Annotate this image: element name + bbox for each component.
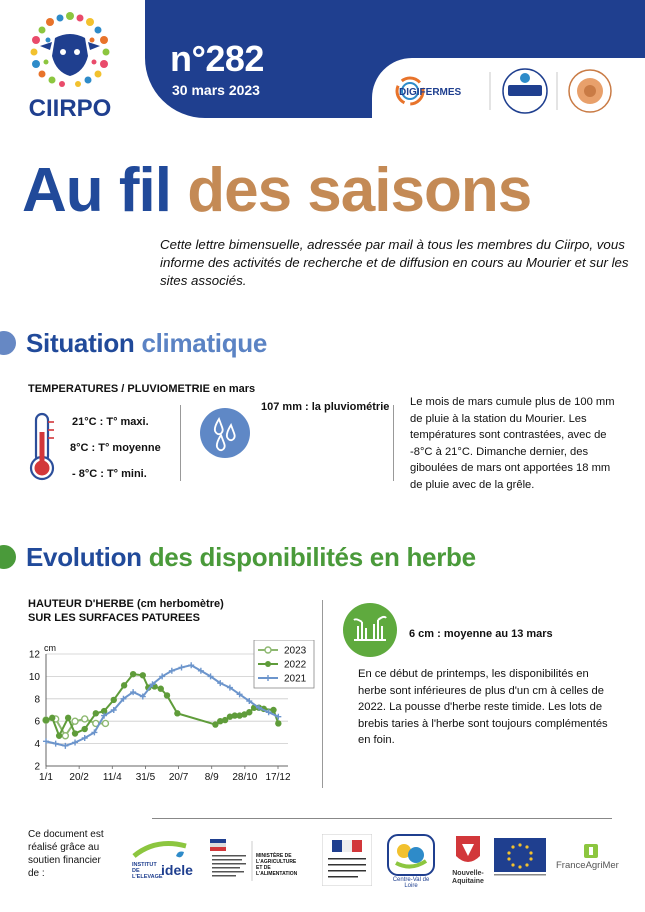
reseau-logo [569, 70, 611, 112]
idele-logo [128, 836, 194, 880]
data-point-2022 [158, 686, 164, 692]
climate-title-a: Situation [26, 328, 135, 358]
centre-label: Centre-Val de Loire [392, 877, 430, 889]
data-point-2023 [82, 716, 88, 722]
y-axis-label: cm [44, 643, 56, 653]
nouvelle-label: Nouvelle-Aquitaine [452, 870, 484, 885]
x-tick-label: 20/2 [69, 772, 89, 783]
data-point-2022 [164, 692, 170, 698]
partner-logos-band [372, 58, 645, 120]
legend-marker-2023 [265, 647, 271, 653]
y-tick-label: 12 [28, 649, 40, 661]
digifermes-label: DIGIFERMES [399, 87, 462, 98]
data-point-2023 [102, 720, 108, 726]
climate-title-b: climatique [141, 328, 268, 358]
data-point-2022 [121, 682, 127, 688]
footer-divider [152, 818, 612, 819]
data-point-2022 [174, 710, 180, 716]
y-tick-label: 6 [34, 716, 40, 728]
thermometer-icon [25, 410, 61, 487]
grass-growth-icon [342, 602, 398, 663]
data-point-2022 [72, 730, 78, 736]
x-tick-label: 1/1 [39, 772, 53, 783]
data-point-2022 [93, 710, 99, 716]
data-point-2022 [140, 672, 146, 678]
nouvelle-aquitaine-logo [444, 834, 492, 888]
data-point-2022 [56, 733, 62, 739]
grass-title-b: des disponibilités en herbe [148, 542, 476, 572]
centre-val-de-loire-logo [386, 833, 436, 887]
legend-label-2021: 2021 [284, 673, 307, 685]
data-point-2023 [62, 733, 68, 739]
chart-head-1: HAUTEUR D'HERBE (cm herbomètre) [28, 598, 224, 610]
y-tick-label: 8 [34, 694, 40, 706]
divider-2 [393, 405, 394, 481]
legend-marker-2022 [265, 661, 271, 667]
y-tick-label: 2 [34, 761, 40, 773]
x-tick-label: 11/4 [102, 772, 122, 783]
main-title [22, 156, 531, 226]
section-dot [0, 331, 16, 355]
data-point-2022 [246, 709, 252, 715]
y-tick-label: 4 [34, 739, 40, 751]
franceagrimer-logo [556, 842, 626, 882]
elite-sheep-logo [503, 69, 547, 113]
x-tick-label: 28/10 [232, 772, 258, 783]
x-tick-label: 20/7 [168, 772, 189, 783]
ministere-logo [208, 837, 304, 885]
legend-label-2022: 2022 [284, 659, 307, 671]
grass-text: En ce début de printemps, les disponibilités en herbe sont inférieures de plus d'un cm à celles de 2022. La pousse d'herbe reste timide. Les lots de brebis taries à l'herbe sont toujours complémentés en foin. [358, 668, 608, 746]
data-point-2022 [43, 717, 49, 723]
divider-1 [180, 405, 181, 481]
data-point-2021 [53, 741, 59, 747]
section-dot-2 [0, 545, 16, 569]
climate-section-title [26, 328, 267, 359]
legend-label-2023: 2023 [284, 645, 307, 657]
x-tick-label: 8/9 [204, 772, 219, 783]
chart-head-2: SUR LES SURFACES PATUREES [28, 612, 200, 624]
x-tick-label: 17/12 [265, 772, 291, 783]
franceagrimer-label: FranceAgriMer [556, 860, 619, 871]
x-tick-label: 31/5 [135, 772, 156, 783]
issue-number: n°282 [170, 38, 264, 79]
ministere-label: MINISTÈRE DE L'AGRICULTURE ET DE L'ALIMENTATION [256, 853, 298, 877]
support-text: Ce document est réalisé grâce au soutien financier de : [28, 829, 104, 879]
rain-drops-icon [199, 407, 251, 464]
grass-title-a: Evolution [26, 542, 142, 572]
data-point-2022 [82, 726, 88, 732]
digifermes-logo [397, 78, 462, 104]
data-point-2022 [275, 720, 281, 726]
data-point-2022 [65, 715, 71, 721]
issue-date: 30 mars 2023 [172, 82, 260, 98]
main-title-part1: Au fil [22, 156, 171, 225]
temp-mean: 8°C : T° moyenne [70, 442, 161, 454]
climate-text: Le mois de mars cumule plus de 100 mm de pluie à la station du Mourier. Les températures sont contrastées, avec de -8°C à 21°C. Dimanche dernier, des giboulées de mars ont apportées 18 mm de pluie avec de la grêle. [410, 396, 615, 491]
grass-section-title [26, 542, 476, 573]
data-point-2022 [111, 697, 117, 703]
eu-flag-logo [494, 838, 546, 878]
idele-sub: INSTITUT DE L'ELEVAGE [132, 862, 163, 880]
grass-average: 6 cm : moyenne au 13 mars [409, 628, 553, 640]
rain-total: 107 mm : la pluviométrie [261, 401, 390, 413]
data-point-2021 [72, 739, 78, 745]
ciirpo-logo [0, 0, 145, 130]
y-tick-label: 10 [28, 671, 40, 683]
data-point-2023 [72, 718, 78, 724]
grass-height-chart [20, 640, 320, 791]
temp-min: - 8°C : T° mini. [72, 468, 147, 480]
temp-max: 21°C : T° maxi. [72, 416, 149, 428]
main-title-part2: des saisons [187, 156, 532, 225]
intro-text: Cette lettre bimensuelle, adressée par mail à tous les membres du Ciirpo, vous informe des activités de recherche et de diffusion en cours au Mourier et sur les sites associés. [160, 237, 629, 288]
series-line-2022 [46, 674, 278, 736]
divider-3 [322, 600, 323, 788]
data-point-2022 [130, 671, 136, 677]
data-point-2022 [49, 715, 55, 721]
idele-label: idele [161, 862, 193, 878]
climate-subhead: TEMPERATURES / PLUVIOMETRIE en mars [28, 383, 256, 395]
logo-text: CIIRPO [28, 95, 112, 122]
prefet-logo [322, 834, 372, 886]
data-point-2021 [179, 664, 185, 670]
